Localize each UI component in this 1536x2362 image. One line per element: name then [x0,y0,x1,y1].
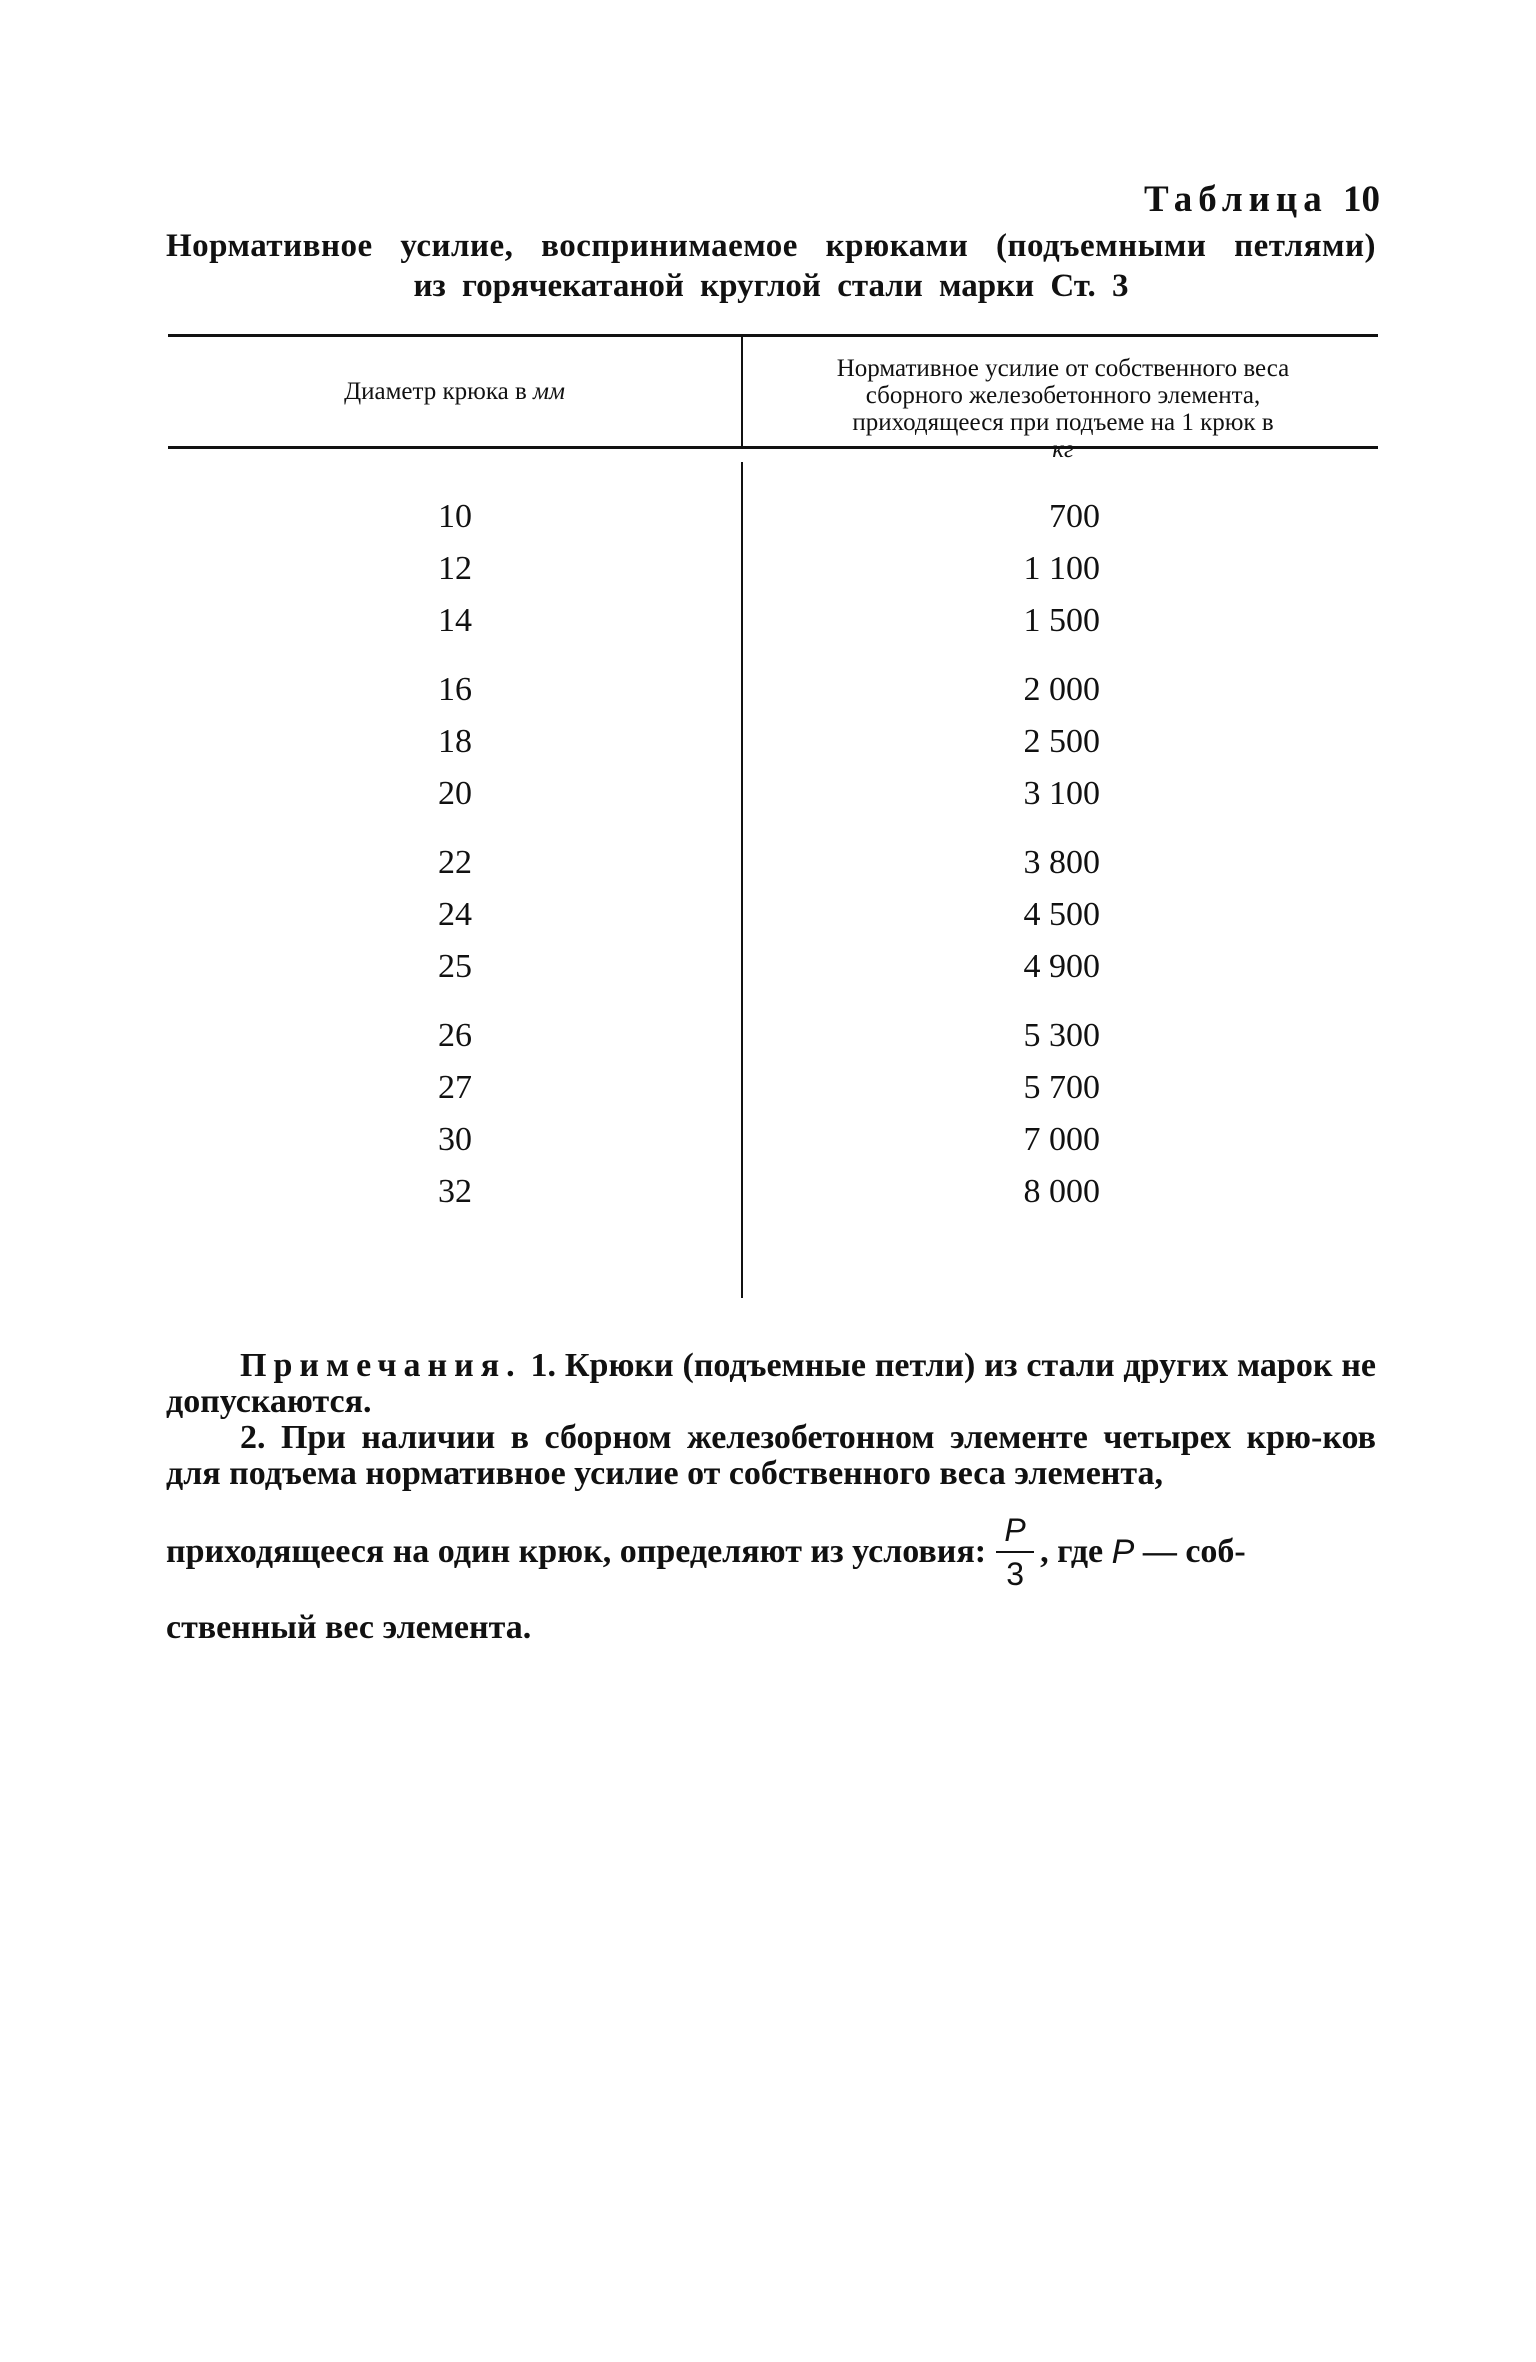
force-cell: 3 100 [1023,775,1100,812]
column-header-diameter-text: Диаметр крюка в [344,378,527,405]
table-row [0,671,1536,723]
table-title-line-1: Нормативное усилие, воспринимаемое крюками (подъемными петлями) [166,228,1376,264]
diameter-cell: 27 [438,1069,472,1106]
notes-heading: Примечания. [240,1347,522,1384]
table-label [1144,178,1380,221]
table-row [0,1017,1536,1069]
note-2-formula-line [166,1500,1376,1604]
diameter-cell: 20 [438,775,472,812]
table-title [166,226,1376,306]
table-row [0,896,1536,948]
column-header-force-line-2: сборного железобетонного элемента, [865,382,1261,409]
diameter-cell: 32 [438,1173,472,1210]
note-1 [166,1348,1376,1420]
force-cell: 2 500 [1023,723,1100,760]
column-header-force-unit: кг [1052,436,1074,463]
force-cell: 5 700 [1023,1069,1100,1106]
table-row [0,602,1536,654]
table-row [0,550,1536,602]
diameter-cell: 14 [438,602,472,639]
table-row [0,1069,1536,1121]
column-header-force-line-3-text: приходящееся при подъеме на 1 крюк в [852,409,1274,436]
force-cell: 5 300 [1023,1017,1100,1054]
table-row [0,498,1536,550]
force-cell: 3 800 [1023,844,1100,881]
diameter-cell: 25 [438,948,472,985]
force-cell: 4 500 [1023,896,1100,933]
table-label-number: 10 [1343,179,1380,220]
note-2-part-5: ственный вес элемента. [166,1609,532,1646]
table-row [0,723,1536,775]
table-header-rule [168,446,1378,449]
table-body [0,498,1536,1225]
note-1-text: 1. Крюки (подъемные петли) из стали других марок не допускаются. [166,1347,1376,1420]
diameter-cell: 16 [438,671,472,708]
diameter-cell: 26 [438,1017,472,1054]
notes-section [166,1348,1376,1680]
table-row [0,1121,1536,1173]
diameter-cell: 30 [438,1121,472,1158]
table-row [0,844,1536,896]
force-cell: 1 100 [1023,550,1100,587]
fraction-denominator: 3 [1006,1556,1024,1592]
note-2-part-3: , где [1040,1533,1104,1570]
table-title-line-2: из горячекатаной круглой стали марки Ст. 3 [413,268,1129,304]
table-row [0,1173,1536,1225]
note-2-part-4: — соб- [1142,1533,1246,1570]
force-cell: 4 900 [1023,948,1100,985]
force-cell: 8 000 [1023,1173,1100,1210]
formula-fraction [996,1511,1034,1593]
header-column-divider [741,337,743,446]
table-row [0,948,1536,1000]
column-header-diameter [168,378,741,406]
note-2-part-2: приходящееся на один крюк, определяют из условия: [166,1533,987,1570]
diameter-cell: 10 [438,498,472,535]
diameter-cell: 22 [438,844,472,881]
force-cell: 700 [1049,498,1100,535]
force-cell: 1 500 [1023,602,1100,639]
variable-p: P [1111,1533,1135,1571]
fraction-numerator: P [1004,1512,1026,1548]
column-header-force-line-3 [751,409,1375,463]
column-header-force-line-1: Нормативное усилие от собственного веса [836,355,1290,382]
table-row [0,775,1536,827]
diameter-cell: 24 [438,896,472,933]
diameter-cell: 18 [438,723,472,760]
diameter-cell: 12 [438,550,472,587]
force-cell: 2 000 [1023,671,1100,708]
column-header-diameter-unit: мм [533,378,565,405]
table-label-word: Таблица [1144,179,1328,220]
fraction-bar [996,1551,1034,1553]
table-top-rule [168,334,1378,337]
note-2-part-1: 2. При наличии в сборном железобетонном элементе четырех крю-ков для подъема нормативное усилие от собственного веса элемента, [166,1419,1376,1492]
force-cell: 7 000 [1023,1121,1100,1158]
